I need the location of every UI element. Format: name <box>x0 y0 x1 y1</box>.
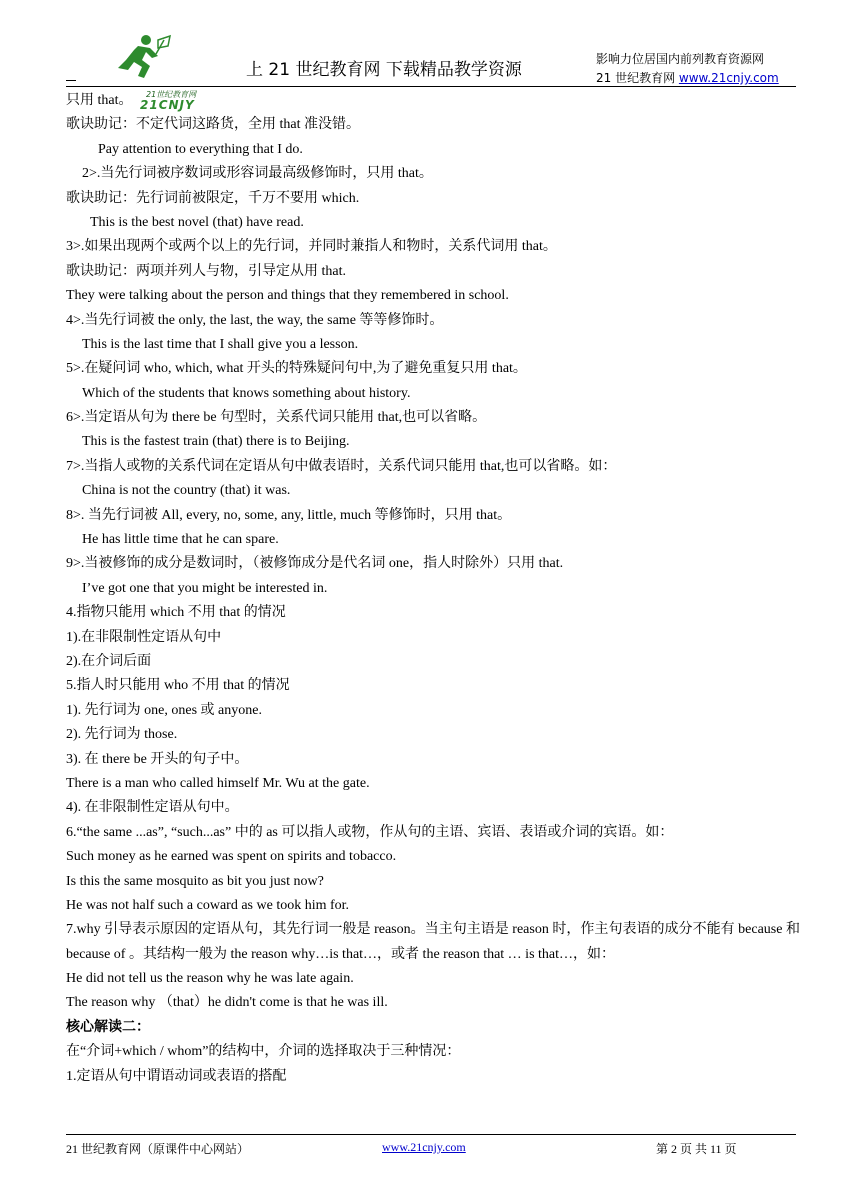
example-sentence: This is the fastest train (that) there is to Beijing. <box>82 434 350 450</box>
rule-item: 9>.当被修饰的成分是数词时，（被修饰成分是代名词 one，指人时除外）只用 that. <box>66 556 564 572</box>
list-item: 1.定语从句中谓语动词或表语的搭配 <box>66 1068 287 1084</box>
example-sentence: Pay attention to everything that I do. <box>98 141 303 157</box>
rule-item: 6>.当定语从句为 there be 句型时，关系代词只能用 that,也可以省略。 <box>66 410 487 426</box>
footer-divider <box>66 1134 796 1135</box>
section-heading: 6.“the same ...as”, “such...as” 中的 as 可以指人或物，作从句的主语、宾语、表语或介词的宾语。如： <box>66 824 674 840</box>
example-sentence: Such money as he earned was spent on spirits and tobacco. <box>66 849 397 865</box>
example-sentence: He was not half such a coward as we took him for. <box>66 897 350 913</box>
section-paragraph: 7.why 引导表示原因的定语从句，其先行词一般是 reason。当主句主语是 reason 时，作主句表语的成分不能有 because 和 because of 。其结构一般为 the reason why…is that…，或者 the reason that … is that…，如： <box>66 922 800 962</box>
example-sentence: They were talking about the person and things that they remembered in school. <box>66 288 509 304</box>
example-sentence: China is not the country (that) it was. <box>82 483 291 499</box>
list-item: 2). 先行词为 those. <box>66 727 178 743</box>
section-heading: 5.指人时只能用 who 不用 that 的情况 <box>66 678 290 694</box>
core-heading: 核心解读二： <box>66 1019 150 1035</box>
list-item: 4). 在非限制性定语从句中。 <box>66 800 239 816</box>
intro-line: 在“介词+which / whom”的结构中，介词的选择取决于三种情况： <box>66 1044 461 1060</box>
mnemonic-line: 歌诀助记：两项并列人与物，引导定从用 that. <box>66 263 346 279</box>
example-sentence: He has little time that he can spare. <box>82 532 279 548</box>
rule-item: 5>.在疑问词 who, which, what 开头的特殊疑问句中,为了避免重复只用 that。 <box>66 361 527 377</box>
mnemonic-line: 歌诀助记：不定代词这路货，全用 that 准没错。 <box>66 117 360 133</box>
list-item: 3). 在 there be 开头的句子中。 <box>66 751 249 767</box>
logo-subtitle: 21世纪教育网 <box>146 90 197 99</box>
header-divider <box>66 86 796 87</box>
header-site-link[interactable]: www.21cnjy.com <box>678 71 779 85</box>
header-site-prefix: 21 世纪教育网 <box>596 71 679 85</box>
list-item: 2).在介词后面 <box>66 653 152 669</box>
rule-item: 3>.如果出现两个或两个以上的先行词，并同时兼指人和物时，关系代词用 that。 <box>66 239 557 255</box>
example-sentence: This is the best novel (that) have read. <box>90 214 304 230</box>
rule-item: 7>.当指人或物的关系代词在定语从句中做表语时，关系代词只能用 that,也可以省略。如： <box>66 458 617 474</box>
header-right-info <box>596 50 796 88</box>
header-title: 上 21 世纪教育网 下载精品教学资源 <box>246 60 522 80</box>
list-item: 1). 先行词为 one, ones 或 anyone. <box>66 702 262 718</box>
example-sentence: The reason why （that）he didn't come is that he was ill. <box>66 995 388 1011</box>
footer-site-link[interactable]: www.21cnjy.com <box>382 1140 466 1154</box>
page-footer <box>66 1134 796 1156</box>
example-sentence: He did not tell us the reason why he was late again. <box>66 971 354 987</box>
example-sentence: Which of the students that knows something about history. <box>82 385 411 401</box>
logo-brand-text: 21CNJY <box>140 98 195 112</box>
page-number: 第 2 页 共 11 页 <box>656 1142 737 1156</box>
section-heading: 4.指物只能用 which 不用 that 的情况 <box>66 605 286 621</box>
example-sentence: I’ve got one that you might be interested in. <box>82 580 328 596</box>
document-body <box>66 89 800 1089</box>
example-sentence: Is this the same mosquito as bit you just now? <box>66 873 324 889</box>
example-sentence: There is a man who called himself Mr. Wu at the gate. <box>66 775 370 791</box>
rule-item: 2>.当先行词被序数词或形容词最高级修饰时，只用 that。 <box>82 166 433 182</box>
list-item: 1).在非限制性定语从句中 <box>66 629 222 645</box>
mnemonic-line: 歌诀助记：先行词前被限定，千万不要用 which. <box>66 190 360 206</box>
header-mark <box>66 80 76 81</box>
footer-site-name: 21 世纪教育网（原课件中心网站） <box>66 1142 250 1156</box>
example-sentence: This is the last time that I shall give you a lesson. <box>82 336 359 352</box>
rule-item: 4>.当先行词被 the only, the last, the way, the same 等等修饰时。 <box>66 312 444 328</box>
rule-item: 8>. 当先行词被 All, every, no, some, any, little, much 等修饰时，只用 that。 <box>66 507 512 523</box>
header-tagline: 影响力位居国内前列教育资源网 <box>596 52 765 66</box>
runner-logo-icon <box>88 34 208 86</box>
text-line: 只用 that。 <box>66 93 133 108</box>
